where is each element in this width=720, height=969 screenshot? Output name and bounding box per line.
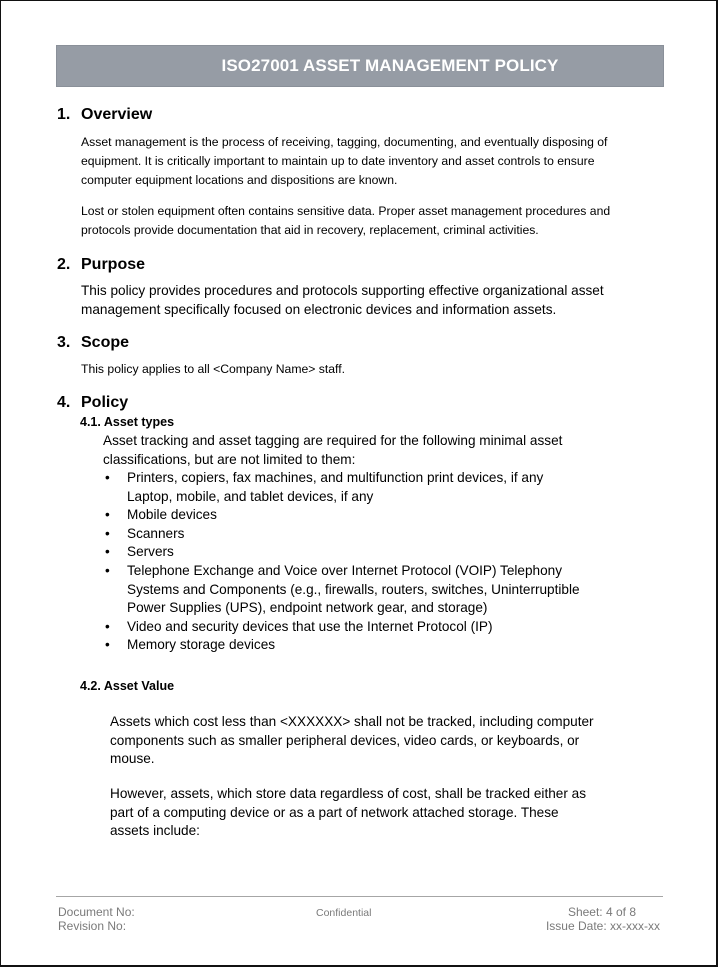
subsection-heading-asset-types: 4.1. Asset types (80, 415, 175, 429)
revision-number-label: Revision No: (58, 919, 127, 933)
bullet-icon: • (105, 470, 110, 485)
footer-right (546, 905, 660, 933)
asset-types-intro: Asset tracking and asset tagging are required for the following minimal asset classifications, but are not limited to them: (103, 433, 563, 467)
overview-paragraph-1: Asset management is the process of receiving, tagging, documenting, and eventually disposing of equipment. It is critically important to maintain up to date inventory and asset controls to ensure computer equipment locations and dispositions are known. (81, 135, 608, 187)
asset-value-paragraph-1: Assets which cost less than <XXXXXX> shall not be tracked, including computer components such as smaller peripheral devices, video cards, or keyboards, or mouse. (110, 714, 594, 766)
list-item: • Servers (101, 543, 580, 562)
section-heading-scope: 3. Scope (57, 334, 130, 351)
subsection-heading-asset-value: 4.2. Asset Value (80, 679, 175, 693)
document-title: ISO27001 ASSET MANAGEMENT POLICY (221, 56, 559, 75)
overview-paragraph-2: Lost or stolen equipment often contains sensitive data. Proper asset management procedures and protocols provide documentation that aid in recovery, replacement, criminal activities. (81, 204, 611, 237)
issue-date: Issue Date: xx-xxx-xx (545, 919, 660, 933)
purpose-paragraph: This policy provides procedures and protocols supporting effective organizational asset management specifically focused on electronic devices and information assets. (81, 283, 604, 317)
list-item: • Scanners (101, 525, 580, 544)
title-band (56, 45, 664, 87)
list-item: • Printers, copiers, fax machines, and multifunction print devices, if any Laptop, mobile, and tablet devices, if any (105, 470, 544, 504)
document-number-label: Document No: (58, 905, 135, 919)
sheet-number: Sheet: 4 of 8 (567, 905, 636, 919)
footer-left (58, 905, 135, 933)
bullet-icon: • (105, 544, 110, 560)
scope-paragraph: This policy applies to all <Company Name> staff. (81, 362, 345, 376)
asset-types-list (101, 469, 580, 655)
bullet-icon: • (105, 525, 110, 541)
section-heading-policy: 4. Policy (57, 394, 129, 411)
bullet-icon: • (105, 637, 110, 653)
list-item: • Video and security devices that use the Internet Protocol (IP) (101, 618, 580, 637)
list-item: • Memory storage devices (101, 636, 580, 655)
bullet-icon: • (105, 562, 110, 578)
list-item: • Mobile devices (101, 506, 580, 525)
footer-divider (56, 896, 663, 897)
classification-label: Confidential (316, 907, 372, 919)
section-heading-overview: 1. Overview (57, 106, 153, 123)
section-heading-purpose: 2. Purpose (57, 256, 146, 273)
bullet-icon: • (105, 618, 110, 634)
asset-value-paragraph-2: However, assets, which store data regardless of cost, shall be tracked either as part of a computing device or as a part of network attached storage. These assets include: (110, 786, 587, 838)
bullet-icon: • (105, 507, 110, 523)
list-item: • Telephone Exchange and Voice over Internet Protocol (VOIP) Telephony Systems and Components (e.g., firewalls, routers, switches, Uninterruptible Power Supplies (UPS), endpoint network gear, and storage) (105, 562, 580, 616)
